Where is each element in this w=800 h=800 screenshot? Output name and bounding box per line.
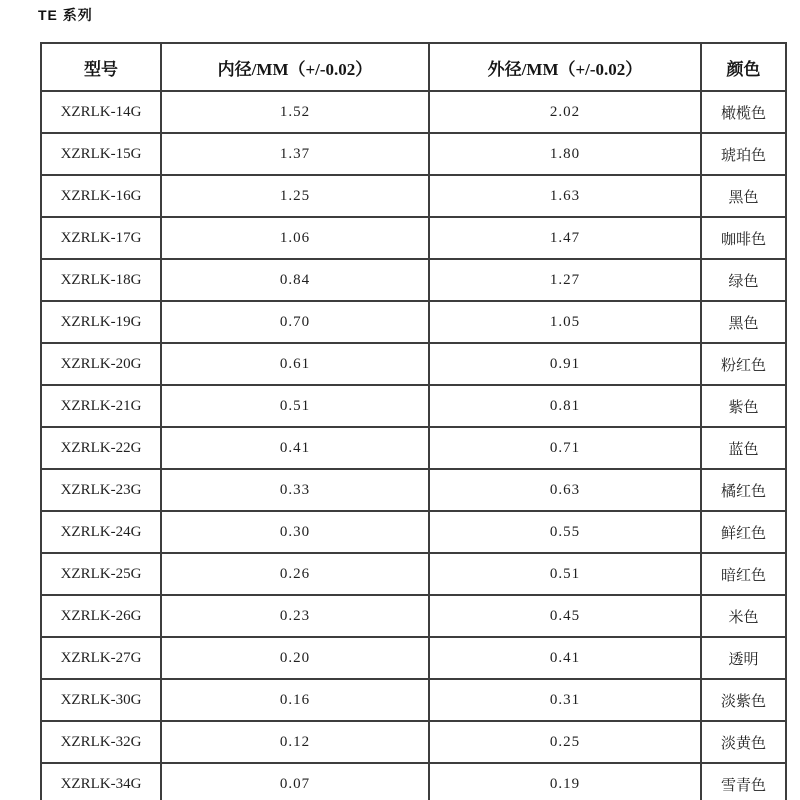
- color-cell: 紫色: [701, 385, 786, 427]
- inner-diameter-cell: 0.30: [161, 511, 429, 553]
- table-row: [41, 91, 786, 133]
- table-row: [41, 427, 786, 469]
- color-cell: 黑色: [701, 175, 786, 217]
- table-row: [41, 133, 786, 175]
- color-cell: 橄榄色: [701, 91, 786, 133]
- color-cell: 透明: [701, 637, 786, 679]
- model-cell: XZRLK-23G: [41, 469, 161, 511]
- table-row: [41, 721, 786, 763]
- outer-diameter-cell: 0.91: [429, 343, 701, 385]
- model-cell: XZRLK-26G: [41, 595, 161, 637]
- inner-diameter-cell: 0.61: [161, 343, 429, 385]
- model-cell: XZRLK-19G: [41, 301, 161, 343]
- outer-diameter-cell: 0.19: [429, 763, 701, 800]
- table-row: [41, 637, 786, 679]
- table-row: [41, 259, 786, 301]
- model-cell: XZRLK-30G: [41, 679, 161, 721]
- outer-diameter-cell: 0.71: [429, 427, 701, 469]
- model-cell: XZRLK-21G: [41, 385, 161, 427]
- inner-diameter-cell: 0.70: [161, 301, 429, 343]
- color-cell: 橘红色: [701, 469, 786, 511]
- column-header-outer-diameter: 外径/MM（+/-0.02）: [429, 43, 701, 91]
- model-cell: XZRLK-22G: [41, 427, 161, 469]
- table-row: [41, 763, 786, 800]
- inner-diameter-cell: 1.52: [161, 91, 429, 133]
- inner-diameter-cell: 0.26: [161, 553, 429, 595]
- column-header-color: 颜色: [701, 43, 786, 91]
- color-cell: 淡黄色: [701, 721, 786, 763]
- inner-diameter-cell: 0.51: [161, 385, 429, 427]
- color-cell: 淡紫色: [701, 679, 786, 721]
- table-row: [41, 595, 786, 637]
- color-cell: 雪青色: [701, 763, 786, 800]
- model-cell: XZRLK-27G: [41, 637, 161, 679]
- inner-diameter-cell: 0.16: [161, 679, 429, 721]
- table-row: [41, 385, 786, 427]
- outer-diameter-cell: 0.63: [429, 469, 701, 511]
- model-cell: XZRLK-34G: [41, 763, 161, 800]
- color-cell: 鲜红色: [701, 511, 786, 553]
- table-row: [41, 679, 786, 721]
- outer-diameter-cell: 0.25: [429, 721, 701, 763]
- model-cell: XZRLK-24G: [41, 511, 161, 553]
- outer-diameter-cell: 0.81: [429, 385, 701, 427]
- color-cell: 绿色: [701, 259, 786, 301]
- model-cell: XZRLK-14G: [41, 91, 161, 133]
- table-row: [41, 175, 786, 217]
- spec-table: [40, 42, 787, 800]
- outer-diameter-cell: 1.63: [429, 175, 701, 217]
- model-cell: XZRLK-18G: [41, 259, 161, 301]
- color-cell: 琥珀色: [701, 133, 786, 175]
- table-header-row: [41, 43, 786, 91]
- color-cell: 粉红色: [701, 343, 786, 385]
- table-row: [41, 301, 786, 343]
- page-title: TE 系列: [38, 7, 93, 23]
- model-cell: XZRLK-17G: [41, 217, 161, 259]
- outer-diameter-cell: 1.80: [429, 133, 701, 175]
- table-row: [41, 511, 786, 553]
- inner-diameter-cell: 0.20: [161, 637, 429, 679]
- table-row: [41, 343, 786, 385]
- color-cell: 暗红色: [701, 553, 786, 595]
- table-row: [41, 469, 786, 511]
- color-cell: 蓝色: [701, 427, 786, 469]
- color-cell: 黑色: [701, 301, 786, 343]
- column-header-model: 型号: [41, 43, 161, 91]
- inner-diameter-cell: 1.25: [161, 175, 429, 217]
- inner-diameter-cell: 0.23: [161, 595, 429, 637]
- outer-diameter-cell: 2.02: [429, 91, 701, 133]
- inner-diameter-cell: 0.41: [161, 427, 429, 469]
- outer-diameter-cell: 0.41: [429, 637, 701, 679]
- outer-diameter-cell: 0.55: [429, 511, 701, 553]
- outer-diameter-cell: 1.05: [429, 301, 701, 343]
- outer-diameter-cell: 1.47: [429, 217, 701, 259]
- model-cell: XZRLK-20G: [41, 343, 161, 385]
- model-cell: XZRLK-15G: [41, 133, 161, 175]
- inner-diameter-cell: 1.37: [161, 133, 429, 175]
- table-row: [41, 217, 786, 259]
- inner-diameter-cell: 0.33: [161, 469, 429, 511]
- table-row: [41, 553, 786, 595]
- color-cell: 米色: [701, 595, 786, 637]
- outer-diameter-cell: 0.31: [429, 679, 701, 721]
- outer-diameter-cell: 0.45: [429, 595, 701, 637]
- outer-diameter-cell: 0.51: [429, 553, 701, 595]
- column-header-inner-diameter: 内径/MM（+/-0.02）: [161, 43, 429, 91]
- inner-diameter-cell: 0.12: [161, 721, 429, 763]
- color-cell: 咖啡色: [701, 217, 786, 259]
- model-cell: XZRLK-16G: [41, 175, 161, 217]
- inner-diameter-cell: 0.07: [161, 763, 429, 800]
- model-cell: XZRLK-32G: [41, 721, 161, 763]
- model-cell: XZRLK-25G: [41, 553, 161, 595]
- outer-diameter-cell: 1.27: [429, 259, 701, 301]
- inner-diameter-cell: 1.06: [161, 217, 429, 259]
- inner-diameter-cell: 0.84: [161, 259, 429, 301]
- table-body: [41, 91, 786, 800]
